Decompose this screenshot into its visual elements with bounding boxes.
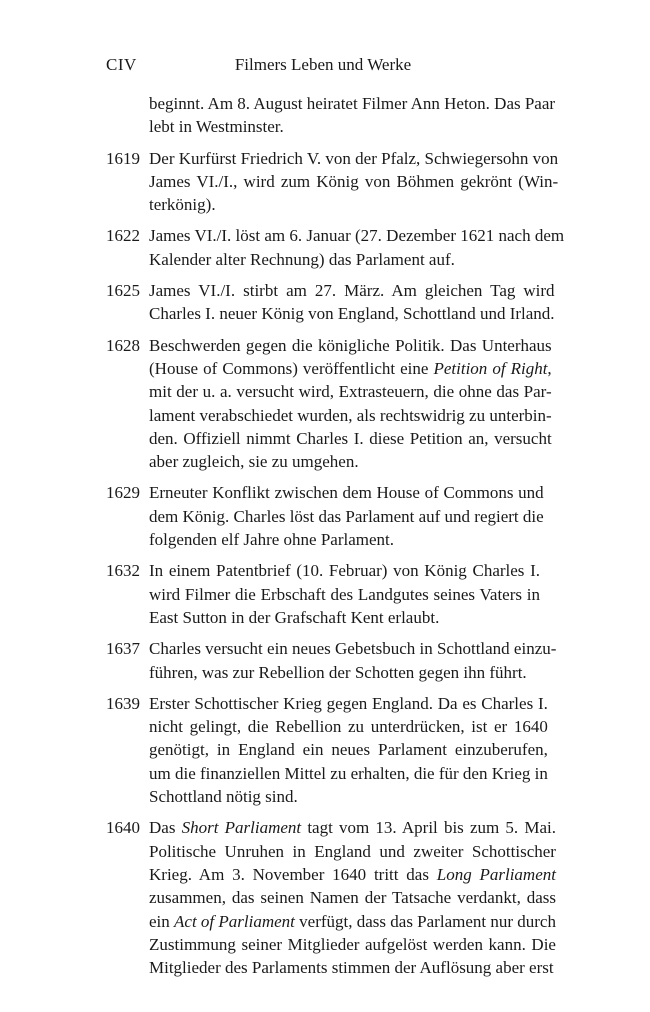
chronology-entry xyxy=(106,481,544,551)
text-line: In einem Patentbrief (10. Februar) von König Charles I. xyxy=(149,561,540,581)
entry-year: 1628 xyxy=(106,335,140,355)
text-line: James VI./I., wird zum König von Böhmen gekrönt (Win- xyxy=(149,171,559,191)
text-line: dem König. Charles löst das Parlament auf und regiert die xyxy=(149,506,544,526)
text-line: Der Kurfürst Friedrich V. von der Pfalz, Schwiegersohn von xyxy=(149,148,559,168)
chronology-entry xyxy=(106,559,540,629)
entry-year: 1640 xyxy=(106,818,140,838)
text-line: Kalender alter Rechnung) das Parlament auf. xyxy=(149,249,455,269)
chronology-entry xyxy=(106,816,556,979)
text-line: mit der u. a. versucht wird, Extrasteuern, die ohne das Par- xyxy=(149,382,552,402)
text-line: zusammen, das seinen Namen der Tatsache verdankt, dass xyxy=(149,888,556,908)
text-line: nicht gelingt, die Rebellion zu unterdrücken, ist er 1640 xyxy=(149,717,548,737)
text-line xyxy=(149,910,556,933)
chronology-entry xyxy=(106,637,557,684)
italic-title: Long Parliament xyxy=(436,864,556,884)
text-segment: tagt vom 13. April bis zum 5. Mai. xyxy=(301,818,556,838)
italic-title: Act of Parliament xyxy=(174,911,295,931)
entry-text xyxy=(149,92,555,139)
text-line: James VI./I. stirbt am 27. März. Am gleichen Tag wird xyxy=(149,281,555,301)
entry-text xyxy=(149,692,548,808)
text-line: den. Offiziell nimmt Charles I. diese Petition an, versucht xyxy=(149,428,552,448)
entry-text xyxy=(149,147,558,217)
text-line xyxy=(149,357,552,380)
page-header xyxy=(106,53,540,77)
text-line: Beschwerden gegen die königliche Politik. Das Unterhaus xyxy=(149,335,552,355)
text-segment: , xyxy=(547,358,552,378)
entry-text xyxy=(149,279,555,326)
text-line: Erster Schottischer Krieg gegen England. Da es Charles I. xyxy=(149,693,548,713)
text-line: Charles versucht ein neues Gebetsbuch in Schottland einzu- xyxy=(149,639,557,659)
entry-year: 1632 xyxy=(106,561,140,581)
text-line: wird Filmer die Erbschaft des Landgutes seines Vaters in xyxy=(149,584,540,604)
chronology-entry xyxy=(106,147,559,217)
text-line: um die finanziellen Mittel zu erhalten, die für den Krieg in xyxy=(149,763,548,783)
text-line: Charles I. neuer König von England, Schottland und Irland. xyxy=(149,304,555,324)
text-line xyxy=(149,816,556,839)
text-line: James VI./I. löst am 6. Januar (27. Dezember 1621 nach dem xyxy=(149,226,565,246)
entry-year: 1639 xyxy=(106,693,140,713)
text-line: Zustimmung seiner Mitglieder aufgelöst werden kann. Die xyxy=(149,934,556,954)
text-line: Politische Unruhen in England und zweiter Schottischer xyxy=(149,841,556,861)
text-segment: Das xyxy=(149,818,182,838)
text-line: beginnt. Am 8. August heiratet Filmer Ann Heton. Das Paar xyxy=(149,94,556,113)
text-segment: verfügt, dass das Parlament nur durch xyxy=(294,911,556,931)
entry-year xyxy=(106,92,149,139)
text-line: Mitglieder des Parlaments stimmen der Auflösung aber erst xyxy=(149,958,554,978)
text-segment: ein xyxy=(149,911,175,931)
text-line: East Sutton in der Grafschaft Kent erlaubt. xyxy=(149,607,440,627)
text-segment: Krieg. Am 3. November 1640 tritt das xyxy=(149,864,437,884)
entry-year: 1629 xyxy=(106,483,140,503)
text-line: Erneuter Konflikt zwischen dem House of Commons und xyxy=(149,483,544,503)
entry-text xyxy=(149,816,556,979)
chronology-entry xyxy=(106,224,565,271)
entry-text xyxy=(149,559,540,629)
text-line: terkönig). xyxy=(149,195,216,215)
text-line: folgenden elf Jahre ohne Parlament. xyxy=(149,530,394,550)
text-line: aber zugleich, sie zu umgehen. xyxy=(149,452,359,472)
chronology-entry xyxy=(106,279,555,326)
page-number: CIV xyxy=(106,55,137,74)
text-line: lebt in Westminster. xyxy=(149,117,284,137)
entry-year: 1619 xyxy=(106,148,140,168)
italic-title: Petition of Right xyxy=(433,358,548,378)
text-line: genötigt, in England ein neues Parlament einzuberufen, xyxy=(149,740,548,760)
text-line: Schottland nötig sind. xyxy=(149,787,298,807)
entry-year: 1625 xyxy=(106,281,140,301)
entry-text xyxy=(149,334,552,474)
entry-year: 1637 xyxy=(106,639,140,659)
chronology-list xyxy=(106,92,565,987)
entry-text xyxy=(149,224,564,271)
text-line: führen, was zur Rebellion der Schotten gegen ihn führt. xyxy=(149,662,527,682)
entry-year: 1622 xyxy=(106,226,140,246)
entry-text xyxy=(149,637,556,684)
text-line: lament verabschiedet wurden, als rechtswidrig zu unterbin- xyxy=(149,405,552,425)
text-segment: (House of Commons) veröffentlicht eine xyxy=(149,358,434,378)
running-title: Filmers Leben und Werke xyxy=(234,55,412,74)
chronology-entry xyxy=(106,692,548,808)
italic-title: Short Parliament xyxy=(181,818,302,838)
chronology-entry xyxy=(106,334,552,474)
chronology-entry xyxy=(106,92,556,139)
entry-text xyxy=(149,481,544,551)
text-line xyxy=(149,863,556,886)
